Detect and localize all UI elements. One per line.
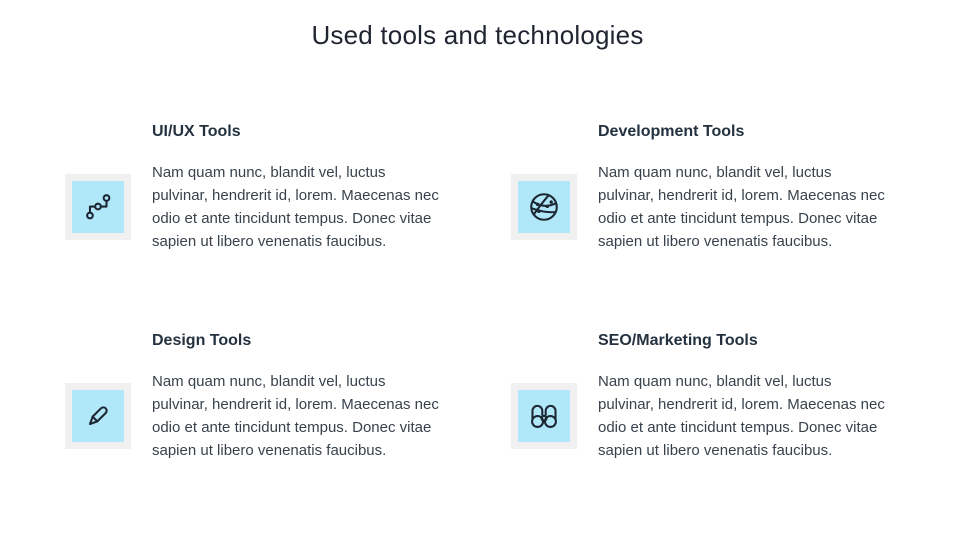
feature-description: Nam quam nunc, blandit vel, luctus pulvinar, hendrerit id, lorem. Maecenas nec odio et ante tincidunt tempus. Donec vitae sapien ut libero venenatis faucibus. bbox=[152, 373, 439, 459]
feature-description: Nam quam nunc, blandit vel, luctus pulvinar, hendrerit id, lorem. Maecenas nec odio et ante tincidunt tempus. Donec vitae sapien ut libero venenatis faucibus. bbox=[598, 373, 885, 459]
feature-description: Nam quam nunc, blandit vel, luctus pulvinar, hendrerit id, lorem. Maecenas nec odio et ante tincidunt tempus. Donec vitae sapien ut libero venenatis faucibus. bbox=[152, 164, 439, 250]
globe-network-icon bbox=[527, 190, 561, 224]
feature-title: SEO/Marketing Tools bbox=[598, 332, 758, 349]
feature-title: Development Tools bbox=[598, 123, 745, 140]
feature-row bbox=[65, 161, 444, 253]
feature-seo-marketing-tools bbox=[511, 331, 890, 462]
feature-row bbox=[511, 161, 890, 253]
feature-title: UI/UX Tools bbox=[152, 123, 241, 140]
feature-design-tools bbox=[65, 331, 444, 462]
binoculars-icon bbox=[527, 399, 561, 433]
feature-description: Nam quam nunc, blandit vel, luctus pulvinar, hendrerit id, lorem. Maecenas nec odio et ante tincidunt tempus. Donec vitae sapien ut libero venenatis faucibus. bbox=[598, 164, 885, 250]
feature-row bbox=[65, 370, 444, 462]
icon-tile bbox=[65, 383, 131, 449]
path-nodes-icon bbox=[81, 190, 115, 224]
icon-tile bbox=[65, 174, 131, 240]
feature-title: Design Tools bbox=[152, 332, 252, 349]
features-grid bbox=[65, 122, 890, 462]
feature-uiux-tools bbox=[65, 122, 444, 253]
icon-tile bbox=[511, 174, 577, 240]
feature-development-tools bbox=[511, 122, 890, 253]
icon-tile bbox=[511, 383, 577, 449]
feature-row bbox=[511, 370, 890, 462]
pencil-icon bbox=[81, 399, 115, 433]
page-title: Used tools and technologies bbox=[311, 20, 644, 50]
